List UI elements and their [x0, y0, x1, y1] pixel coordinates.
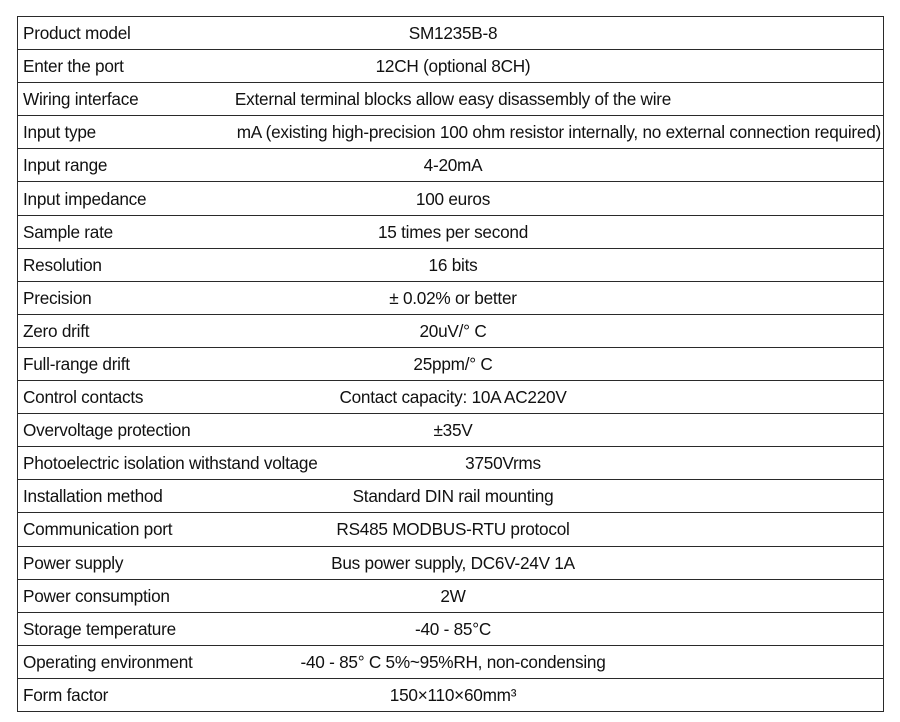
- spec-row: [18, 347, 884, 380]
- spec-row: [18, 612, 884, 645]
- spec-value: Contact capacity: 10A AC220V: [183, 381, 884, 414]
- spec-label: Form factor: [18, 678, 184, 711]
- spec-table-body: [18, 17, 884, 712]
- spec-value: 3750Vrms: [183, 447, 884, 480]
- spec-label: Control contacts: [18, 381, 184, 414]
- spec-value: 12CH (optional 8CH): [183, 50, 884, 83]
- spec-label: Enter the port: [18, 50, 184, 83]
- spec-label: Communication port: [18, 513, 184, 546]
- spec-label: Input type: [18, 116, 184, 149]
- spec-value: External terminal blocks allow easy disassembly of the wire: [183, 83, 884, 116]
- spec-label: Operating environment: [18, 645, 184, 678]
- spec-value: 25ppm/° C: [183, 347, 884, 380]
- spec-label: Overvoltage protection: [18, 414, 184, 447]
- spec-value: Bus power supply, DC6V-24V 1A: [183, 546, 884, 579]
- spec-value: -40 - 85° C 5%~95%RH, non-condensing: [183, 645, 884, 678]
- spec-row: [18, 513, 884, 546]
- spec-row: [18, 480, 884, 513]
- spec-label: Storage temperature: [18, 612, 184, 645]
- spec-row: [18, 182, 884, 215]
- spec-value: 4-20mA: [183, 149, 884, 182]
- spec-label: Power consumption: [18, 579, 184, 612]
- spec-label: Photoelectric isolation withstand voltage: [18, 447, 184, 480]
- spec-label: Precision: [18, 281, 184, 314]
- spec-value: 15 times per second: [183, 215, 884, 248]
- spec-row: [18, 281, 884, 314]
- spec-value: ± 0.02% or better: [183, 281, 884, 314]
- spec-value: 100 euros: [183, 182, 884, 215]
- spec-row: [18, 248, 884, 281]
- spec-row: [18, 314, 884, 347]
- spec-row: [18, 447, 884, 480]
- spec-row: [18, 83, 884, 116]
- spec-label: Wiring interface: [18, 83, 184, 116]
- spec-label: Full-range drift: [18, 347, 184, 380]
- spec-label: Resolution: [18, 248, 184, 281]
- spec-label: Zero drift: [18, 314, 184, 347]
- spec-label: Sample rate: [18, 215, 184, 248]
- spec-label: Input range: [18, 149, 184, 182]
- spec-row: [18, 678, 884, 711]
- spec-value: RS485 MODBUS-RTU protocol: [183, 513, 884, 546]
- spec-value: SM1235B-8: [183, 17, 884, 50]
- spec-label: Input impedance: [18, 182, 184, 215]
- spec-row: [18, 645, 884, 678]
- spec-row: [18, 50, 884, 83]
- spec-row: [18, 546, 884, 579]
- spec-label: Power supply: [18, 546, 184, 579]
- spec-row: [18, 579, 884, 612]
- spec-value: 2W: [183, 579, 884, 612]
- spec-value: mA (existing high-precision 100 ohm resistor internally, no external connection required): [183, 116, 884, 149]
- spec-row: [18, 381, 884, 414]
- spec-label: Product model: [18, 17, 184, 50]
- spec-row: [18, 116, 884, 149]
- spec-row: [18, 149, 884, 182]
- spec-value: Standard DIN rail mounting: [183, 480, 884, 513]
- spec-value: ±35V: [183, 414, 884, 447]
- spec-value: 150×110×60mm³: [183, 678, 884, 711]
- spec-value: 16 bits: [183, 248, 884, 281]
- spec-label: Installation method: [18, 480, 184, 513]
- spec-value: -40 - 85°C: [183, 612, 884, 645]
- spec-row: [18, 414, 884, 447]
- spec-row: [18, 215, 884, 248]
- spec-row: [18, 17, 884, 50]
- spec-table: [17, 16, 884, 712]
- spec-value: 20uV/° C: [183, 314, 884, 347]
